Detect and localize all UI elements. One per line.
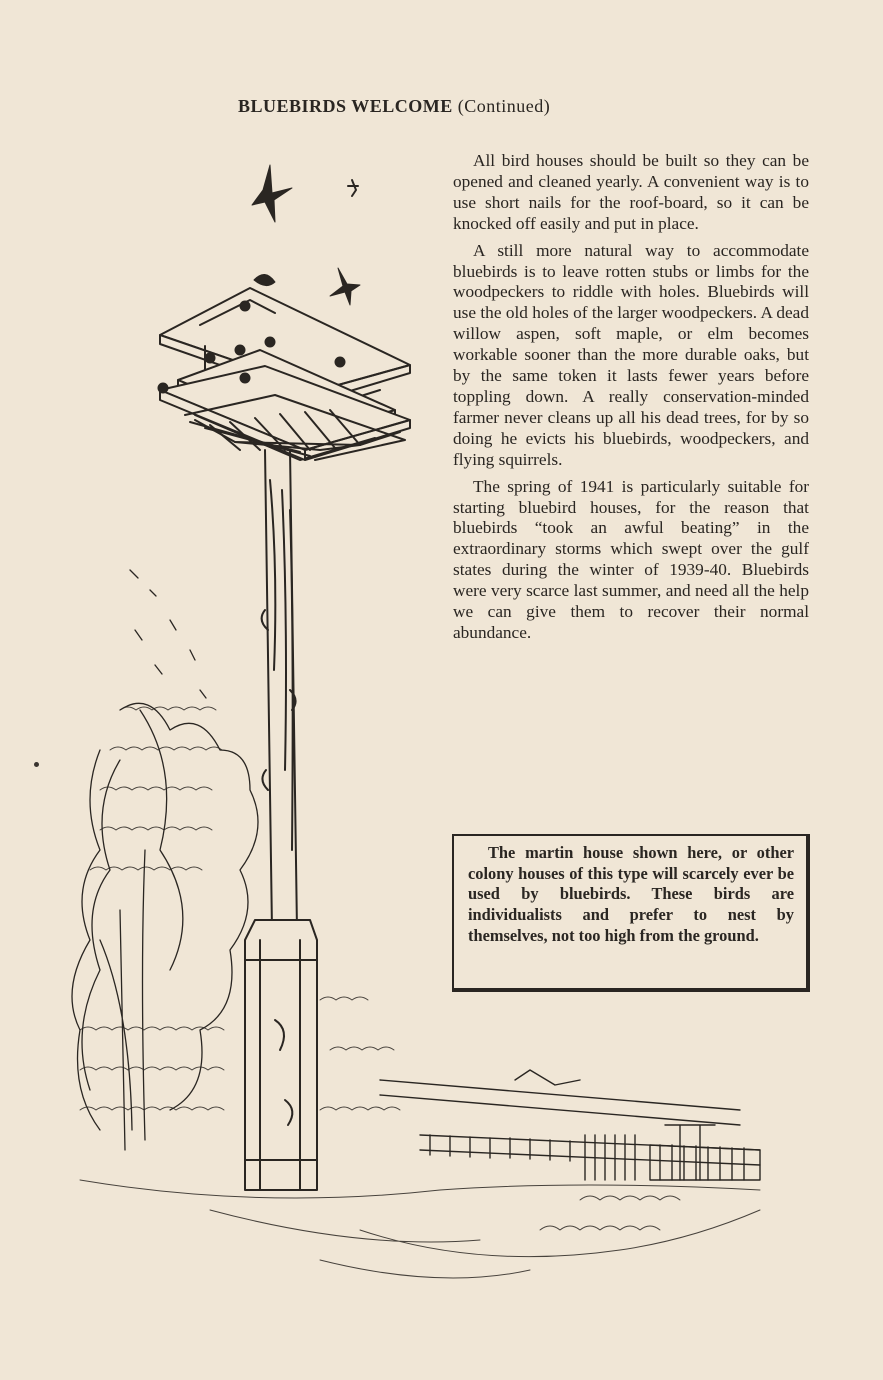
tree <box>72 570 258 1150</box>
page-heading <box>238 96 550 117</box>
heading-continued: (Continued) <box>457 96 551 116</box>
foliage <box>80 707 400 1110</box>
paragraph-1: All bird houses should be built so they can be opened and cleaned yearly. A convenient way is to use short nails for the roof-board, so it can be knocked off easily and put in place. <box>453 151 809 233</box>
pole <box>245 450 317 1190</box>
callout-text: The martin house shown here, or other colony houses of this type will scarcely ever be used by bluebirds. These birds are individualists and prefer to nest by themselves, not too high from the ground. <box>468 843 794 945</box>
page-speck <box>34 762 39 767</box>
swallow-icon <box>348 180 358 196</box>
paragraph-2: A still more natural way to accommodate bluebirds is to leave rotten stubs or limbs for the woodpeckers to riddle with holes. Bluebirds will use the old holes of the larger woodpeckers. A dead willow aspen, soft maple, or elm becomes workable sooner than the more durable oaks, but by the same token it lasts fewer years before toppling down. A really conservation-minded farmer never cleans up all his dead trees, for by so doing he evicts his bluebirds, woodpeckers, and flying squirrels. <box>453 240 809 469</box>
martin-house-illustration <box>60 150 820 1320</box>
fence <box>380 1070 760 1180</box>
swallow-icon <box>330 268 360 305</box>
martin-house <box>160 288 410 460</box>
paragraph-3: The spring of 1941 is particularly suitable for starting bluebird houses, for the reason that bluebirds “took an awful beating” in the extraordinary storms which swept over the gulf states during the winter of 1939-40. Bluebirds were very scarce last summer, and need all the help we can give them to recover their normal abundance. <box>453 476 809 642</box>
ground <box>80 1180 760 1278</box>
swallow-icon <box>252 165 292 222</box>
heading-title: BLUEBIRDS WELCOME <box>238 96 453 116</box>
